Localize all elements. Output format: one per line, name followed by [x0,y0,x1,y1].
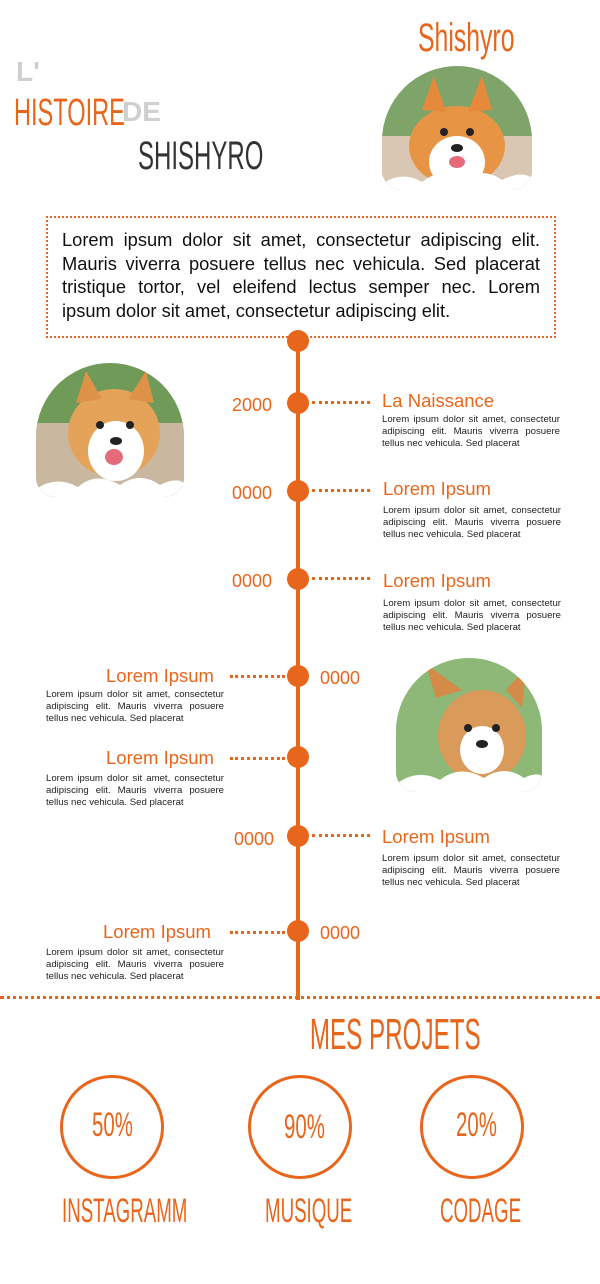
timeline-connector [230,675,285,678]
timeline-year: 0000 [320,923,361,943]
timeline-year: 2000 [232,395,273,415]
event-title: La Naissance [382,390,495,411]
event-text: Lorem ipsum dolor sit amet, consectetur adipiscing elit. Mauris viverra posuere tellus nec vehicula. Sed placerat [46,947,224,982]
title-name: SHISHYRO [138,134,264,178]
project-percent: 50% [92,1106,133,1144]
timeline-connector [312,401,370,404]
corgi-photo [382,66,532,190]
timeline-dot [287,665,309,687]
timeline-dot [287,568,309,590]
event-title: Lorem Ipsum [106,747,214,768]
corgi-photo-2 [396,658,542,792]
event-text: Lorem ipsum dolor sit amet, consectetur adipiscing elit. Mauris viverra posuere tellus nec vehicula. Sed placerat [46,689,224,724]
event-text: Lorem ipsum dolor sit amet, consectetur adipiscing elit. Mauris viverra posuere tellus nec vehicula. Sed placerat [383,505,561,540]
corgi-puppy-photo [36,363,184,497]
event-title: Lorem Ipsum [382,826,490,847]
project-label: CODAGE [440,1192,522,1230]
timeline-dot [287,746,309,768]
title-de: DE [122,96,161,127]
event-title: Lorem Ipsum [383,478,491,499]
timeline-dot [287,480,309,502]
timeline-year: 0000 [234,829,275,849]
intro-box [46,216,556,338]
event-text: Lorem ipsum dolor sit amet, consectetur adipiscing elit. Mauris viverra posuere tellus nec vehicula. Sed placerat [382,414,560,449]
timeline-connector [312,577,370,580]
timeline-connector [312,489,370,492]
intro-text: Lorem ipsum dolor sit amet, consectetur adipiscing elit. Mauris viverra posuere tellus nec vehicula. Sed placerat tristique tortor, vel eleifend lectus semper nec. Lorem ipsum dolor sit amet, consectetur adipiscing elit. [62,229,540,321]
projects-title: MES PROJETS [309,1010,481,1059]
section-divider [0,996,600,999]
project-label: INSTAGRAMM [62,1192,188,1230]
event-text: Lorem ipsum dolor sit amet, consectetur adipiscing elit. Mauris viverra posuere tellus nec vehicula. Sed placerat [382,853,560,888]
timeline-connector [312,834,370,837]
timeline-year: 0000 [232,483,273,503]
name-top: Shishyro [418,16,515,60]
title-histoire: HISTOIRE [14,92,125,134]
timeline-connector [230,931,285,934]
project-percent: 90% [284,1108,325,1146]
event-title: Lorem Ipsum [103,921,211,942]
project-percent: 20% [456,1106,497,1144]
title-prefix: L' [16,56,40,87]
event-title: Lorem Ipsum [106,665,214,686]
timeline-year: 0000 [320,668,361,688]
timeline-connector [230,757,285,760]
event-title: Lorem Ipsum [383,570,491,591]
timeline-start-dot [287,330,309,352]
timeline-year: 0000 [232,571,273,591]
timeline-dot [287,825,309,847]
project-label: MUSIQUE [265,1192,353,1230]
timeline-dot [287,920,309,942]
event-text: Lorem ipsum dolor sit amet, consectetur adipiscing elit. Mauris viverra posuere tellus nec vehicula. Sed placerat [46,773,224,808]
timeline-dot [287,392,309,414]
event-text: Lorem ipsum dolor sit amet, consectetur adipiscing elit. Mauris viverra posuere tellus nec vehicula. Sed placerat [383,598,561,633]
